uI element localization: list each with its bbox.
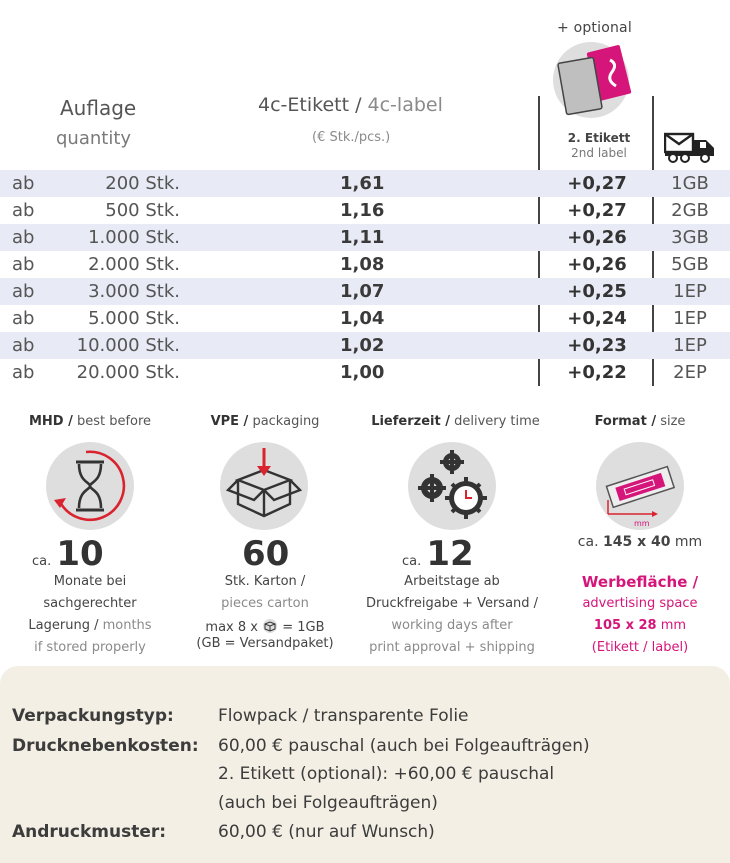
label-size-icon — [596, 442, 684, 530]
optional-label-illustration — [552, 42, 634, 122]
mhd-line: if stored properly — [34, 640, 146, 655]
vpe-line: (GB = Versandpaket) — [196, 636, 334, 651]
row-shipping: 3GB — [671, 227, 709, 248]
row-quantity: 5.000 Stk. — [88, 308, 180, 329]
row-prefix: ab — [12, 173, 35, 194]
mhd-title — [0, 414, 180, 429]
row-quantity: 2.000 Stk. — [88, 254, 180, 275]
hourglass-icon — [46, 442, 134, 530]
delivery-line: Druckfreigabe + Versand / — [365, 596, 539, 611]
row-shipping: 1GB — [671, 173, 709, 194]
vpe-line — [175, 619, 355, 637]
mhd-value — [32, 534, 104, 574]
mhd-title-de: MHD / — [28, 414, 73, 429]
row-price: 1,02 — [340, 335, 385, 356]
box-icon — [220, 442, 308, 530]
table-row — [0, 305, 730, 332]
vpe-number: 60 — [242, 534, 290, 574]
row-second-label-price: +0,27 — [567, 173, 627, 194]
format-mm-label: mm — [634, 519, 650, 528]
second-label-de: 2. Etikett — [567, 131, 631, 145]
adv-line — [555, 571, 725, 593]
delivery-title-de: Lieferzeit / — [371, 414, 450, 429]
delivery-line: print approval + shipping — [369, 640, 535, 655]
mhd-ca: ca. — [32, 554, 52, 569]
row-quantity: 1.000 Stk. — [88, 227, 180, 248]
row-price: 1,61 — [340, 173, 385, 194]
delivery-title-en: delivery time — [449, 414, 540, 429]
quantity-subheading: quantity — [56, 128, 132, 149]
format-title — [555, 414, 725, 429]
vpe-line: pieces carton — [221, 596, 309, 611]
price-table — [0, 170, 730, 386]
format-size-number: 145 x 40 — [602, 534, 671, 550]
vpe-max: max 8 x — [205, 620, 258, 635]
vpe-gb: = 1GB — [282, 620, 325, 635]
table-row — [0, 224, 730, 251]
row-quantity: 200 Stk. — [105, 173, 180, 194]
detail-value-packaging: Flowpack / transparente Folie — [218, 706, 469, 726]
format-title-en: size — [656, 414, 686, 429]
format-size — [555, 531, 725, 553]
format-size-unit: mm — [670, 534, 703, 550]
format-ca: ca. — [577, 534, 599, 550]
detail-label-costs: Drucknebenkosten: — [12, 736, 199, 756]
row-second-label-price: +0,24 — [567, 308, 627, 329]
table-row — [0, 332, 730, 359]
row-shipping: 5GB — [671, 254, 709, 275]
row-price: 1,08 — [340, 254, 385, 275]
row-price: 1,07 — [340, 281, 385, 302]
adv-size-unit: mm — [656, 618, 687, 633]
row-quantity: 500 Stk. — [105, 200, 180, 221]
mhd-number: 10 — [56, 534, 104, 574]
label-heading-en: 4c-label — [361, 94, 443, 116]
row-shipping: 1EP — [673, 308, 707, 329]
mhd-description — [0, 571, 180, 659]
detail-value-proof: 60,00 € (nur auf Wunsch) — [218, 822, 435, 842]
row-quantity: 20.000 Stk. — [76, 362, 180, 383]
table-row — [0, 170, 730, 197]
delivery-line: working days after — [391, 618, 513, 633]
row-quantity: 3.000 Stk. — [88, 281, 180, 302]
delivery-number: 12 — [426, 534, 474, 574]
vpe-description — [175, 571, 355, 651]
mhd-line — [0, 615, 180, 637]
row-prefix: ab — [12, 308, 35, 329]
row-shipping: 2EP — [673, 362, 707, 383]
row-second-label-price: +0,22 — [567, 362, 627, 383]
mhd-line: Monate bei — [53, 574, 127, 589]
detail-value-costs: 2. Etikett (optional): +60,00 € pauschal — [218, 764, 555, 784]
price-unit: (€ Stk./pcs.) — [312, 130, 391, 145]
row-quantity: 10.000 Stk. — [76, 335, 180, 356]
row-price: 1,00 — [340, 362, 385, 383]
detail-label-packaging: Verpackungstyp: — [12, 706, 174, 726]
second-label-en: 2nd label — [571, 146, 627, 160]
shipping-truck-icon — [664, 130, 718, 164]
optional-label: + optional — [557, 20, 632, 36]
row-shipping: 1EP — [673, 335, 707, 356]
mhd-line: sachgerechter — [43, 596, 137, 611]
row-prefix: ab — [12, 281, 35, 302]
table-row — [0, 359, 730, 386]
detail-value-costs: (auch bei Folgeaufträgen) — [218, 793, 438, 813]
vpe-title — [175, 414, 355, 429]
row-price: 1,16 — [340, 200, 385, 221]
mhd-line-de: Lagerung / — [28, 618, 99, 633]
row-prefix: ab — [12, 227, 35, 248]
vpe-title-de: VPE / — [210, 414, 249, 429]
row-prefix: ab — [12, 335, 35, 356]
delivery-line: Arbeitstage ab — [404, 574, 500, 589]
row-shipping: 2GB — [671, 200, 709, 221]
adv-line: (Etikett / label) — [591, 640, 689, 655]
gears-clock-icon — [408, 442, 496, 530]
adv-size-number: 105 x 28 — [593, 618, 657, 633]
mhd-line-en: months — [98, 618, 152, 633]
delivery-ca: ca. — [402, 554, 422, 569]
adv-title-en: advertising space — [582, 596, 698, 611]
adv-size — [555, 615, 725, 637]
format-title-de: Format / — [594, 414, 657, 429]
row-second-label-price: +0,23 — [567, 335, 627, 356]
row-second-label-price: +0,26 — [567, 254, 627, 275]
adv-title-de: Werbefläche / — [581, 573, 699, 591]
row-shipping: 1EP — [673, 281, 707, 302]
row-price: 1,11 — [340, 227, 385, 248]
label-heading-de: 4c-Etikett / — [258, 94, 362, 116]
table-row — [0, 278, 730, 305]
row-second-label-price: +0,26 — [567, 227, 627, 248]
advertising-space — [555, 571, 725, 659]
small-box-icon — [262, 619, 278, 633]
second-label-heading — [560, 131, 638, 161]
detail-value-costs: 60,00 € pauschal (auch bei Folgeaufträgen) — [218, 736, 590, 756]
vpe-title-en: packaging — [248, 414, 320, 429]
mhd-title-en: best before — [72, 414, 152, 429]
row-second-label-price: +0,25 — [567, 281, 627, 302]
row-prefix: ab — [12, 254, 35, 275]
row-second-label-price: +0,27 — [567, 200, 627, 221]
row-prefix: ab — [12, 362, 35, 383]
quantity-heading: Auflage — [60, 96, 137, 120]
label-heading — [258, 94, 443, 116]
row-prefix: ab — [12, 200, 35, 221]
table-row — [0, 251, 730, 278]
row-price: 1,04 — [340, 308, 385, 329]
delivery-description — [352, 571, 552, 659]
delivery-value — [402, 534, 474, 574]
detail-label-proof: Andruckmuster: — [12, 822, 167, 842]
delivery-title — [358, 414, 553, 429]
vpe-line: Stk. Karton / — [224, 574, 306, 589]
table-row — [0, 197, 730, 224]
